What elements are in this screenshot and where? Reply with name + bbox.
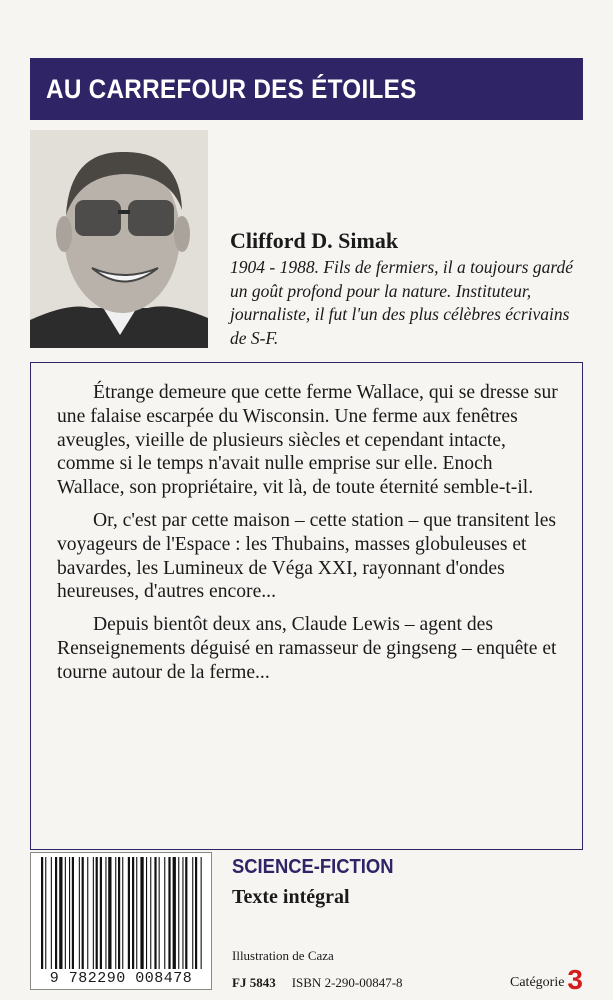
- isbn: ISBN 2-290-00847-8: [291, 975, 403, 990]
- synopsis-paragraph: Étrange demeure que cette ferme Wallace, qui se dresse sur une falaise escarpée du Wisconsin. Une ferme aux fenêtres aveugles, vieille de plusieurs siècles et cependant intacte, comme si le temps n'avait nulle emprise sur elle. Enoch Wallace, son propriétaire, vit là, de toute éternité semble-t-il.: [57, 382, 558, 499]
- category-label: Catégorie: [510, 975, 565, 990]
- synopsis-paragraph: Depuis bientôt deux ans, Claude Lewis – agent des Renseignements déguisé en ramasseur de gingseng – enquête et tourne autour de la ferme...: [57, 614, 557, 683]
- barcode-bars: [35, 857, 209, 969]
- title-banner: [30, 58, 583, 120]
- author-block: [230, 226, 590, 350]
- author-name: Clifford D. Simak: [230, 228, 399, 253]
- category-number: 3: [567, 964, 583, 995]
- barcode: [30, 852, 212, 990]
- synopsis-paragraph: Or, c'est par cette maison – cette station – que transitent les voyageurs de l'Espace : les Thubains, masses globuleuses et bavardes, les Lumineux de Véga XXI, rayonnant d'ondes heureuses, d'autres encore...: [57, 509, 557, 603]
- synopsis-box: [30, 362, 583, 850]
- author-photo: [30, 130, 208, 348]
- category: [510, 964, 583, 996]
- author-bio: 1904 - 1988. Fils de fermiers, il a toujours gardé un goût profond pour la nature. Instituteur, journaliste, il fut l'un des plus célèbres écrivains de S-F.: [230, 257, 574, 348]
- book-title: AU CARREFOUR DES ÉTOILES: [46, 73, 417, 104]
- barcode-digits: 9 782290 008478: [49, 970, 193, 987]
- book-codes: [232, 975, 403, 991]
- edition-label: Texte intégral: [232, 886, 350, 908]
- illustration-credit: Illustration de Caza: [232, 948, 334, 963]
- genre-label: SCIENCE-FICTION: [232, 856, 394, 878]
- series-code: FJ 5843: [232, 975, 276, 990]
